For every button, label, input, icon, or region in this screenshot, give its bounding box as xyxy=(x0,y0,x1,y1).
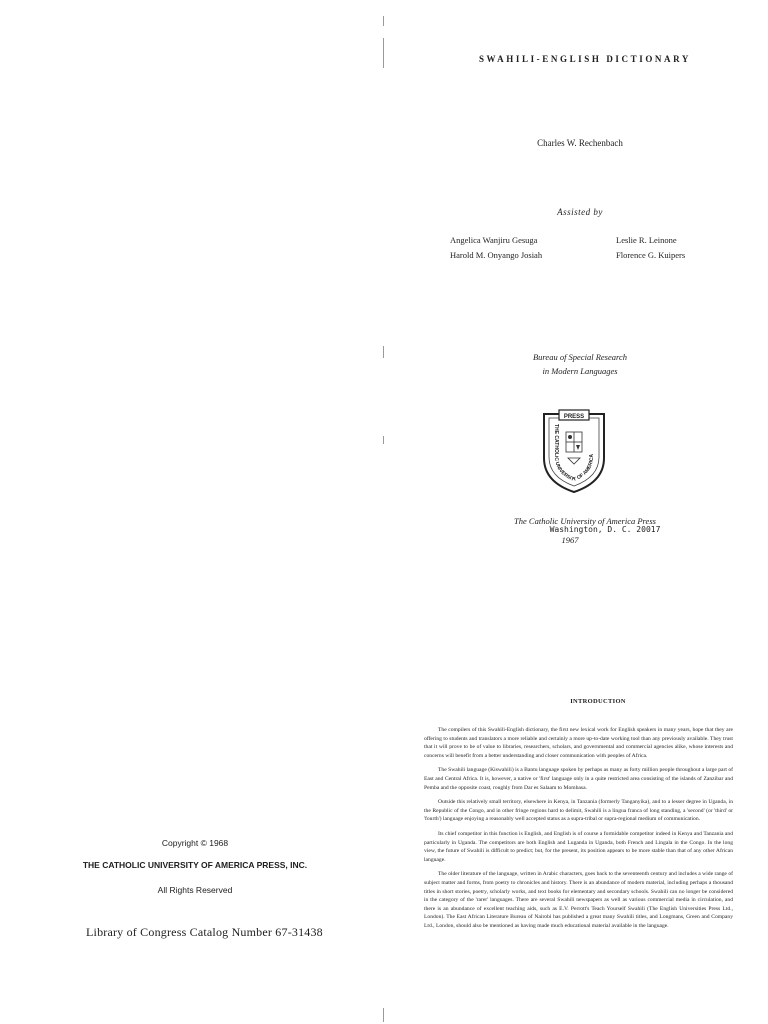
assistant-name: Angelica Wanjiru Gesuga xyxy=(450,235,538,245)
bureau-credit xyxy=(470,350,690,378)
publisher-name: The Catholic University of America Press xyxy=(514,516,656,526)
book-title: SWAHILI-ENGLISH DICTIONARY xyxy=(478,54,692,64)
gutter-mark-3 xyxy=(383,346,384,358)
introduction-paragraph: The older literature of the language, written in Arabic characters, goes back to the seventeenth century and includes a wide range of subject matter and forms, from poetry to chronicles and history. There is an abundance of modern material, including perhaps a thousand titles in short stories, poetry, scholarly works, and text books for elementary and secondary schools. Swahili can no longer be considered in the category of the 'rarer' languages. There are several Swahili newspapers as well as various commercial media in circulation, and there is an abundance of excellent teaching aids, such as E.V. Perrott's Teach Yourself Swahili (The English Universities Press Ltd., London). The East African Literature Bureau of Nairobi has published a great many Swahili titles, and Longmans, Green and Company Ltd., London, should also be mentioned as having made much educational material available in the language. xyxy=(424,871,733,929)
author-name: Charles W. Rechenbach xyxy=(537,138,623,148)
assistant-name: Leslie R. Leinone xyxy=(616,235,677,245)
introduction-paragraph: The compilers of this Swahili-English dictionary, the first new lexical work for English speakers in many years, hope that they are offering to students and translators a more reliable and certainly a more up-to-date working tool than any previously available. They trust that it will prove to be of value to libraries, researchers, scholars, and governmental and commercial agencies alike, whose interests and concerns will benefit from a better understanding and closer communication with peoples of Africa. xyxy=(424,727,733,759)
copyright-publisher: THE CATHOLIC UNIVERSITY OF AMERICA PRESS, INC. xyxy=(82,860,308,870)
gutter-mark-5 xyxy=(383,1008,384,1022)
assistant-name: Florence G. Kuipers xyxy=(616,250,686,260)
gutter-mark-4 xyxy=(383,436,384,444)
assisted-by-label: Assisted by xyxy=(557,207,603,217)
gutter-mark-1 xyxy=(383,16,384,26)
introduction-paragraph: Its chief competitor in this function is English, and English is of course a formidable competitor indeed in Kenya and Tanzania and particularly in Uganda. The competitors are both English and Luganda in Uganda, both French and Lingala in the Congo. In the long view, the future of Swahili is difficult to predict; but, for the present, its position appears to be more stable than that of any other African language. xyxy=(424,830,733,863)
seal-banner-text: PRESS xyxy=(563,414,585,420)
gutter-mark-2 xyxy=(383,38,384,68)
seal-ring-text: THE CATHOLIC UNIVERSITY OF AMERICA xyxy=(552,424,595,484)
bureau-line-1: Bureau of Special Research xyxy=(532,352,628,362)
copyright-block xyxy=(60,838,330,940)
rights-reserved: All Rights Reserved xyxy=(157,885,233,895)
publication-year: 1967 xyxy=(561,535,579,545)
introduction-paragraph: The Swahili language (Kiswahili) is a Bantu language spoken by perhaps as many as forty million people throughout a large part of East and Central Africa. It is, however, a native or 'first' language only in a quite restricted area consisting of the islands of Zanzibar and Pemba and the opposite coast, roughly from Dar es Salaam to Mombasa. xyxy=(424,767,733,791)
introduction-body xyxy=(424,726,733,936)
introduction-paragraph: Outside this relatively small territory, elsewhere in Kenya, in Tanzania (formerly Tanganyika), and to a lesser degree in Uganda, in the Republic of the Congo, and in other fringe regions hard to delimit, Swahili is a lingua franca of long standing, a 'second' (or 'third' or 'fourth') language enjoying a reasonably well accepted status as a supra-tribal or supra-regional medium of communication. xyxy=(424,799,733,823)
assistant-name: Harold M. Onyango Josiah xyxy=(450,250,543,260)
bureau-line-2: in Modern Languages xyxy=(542,366,618,376)
introduction-heading: INTRODUCTION xyxy=(570,698,626,705)
catalog-number: Library of Congress Catalog Number 67-31438 xyxy=(86,925,323,939)
publisher-city: Washington, D. C. 20017 xyxy=(549,525,661,534)
copyright-line: Copyright © 1968 xyxy=(161,838,229,848)
press-seal-emblem xyxy=(540,408,608,496)
